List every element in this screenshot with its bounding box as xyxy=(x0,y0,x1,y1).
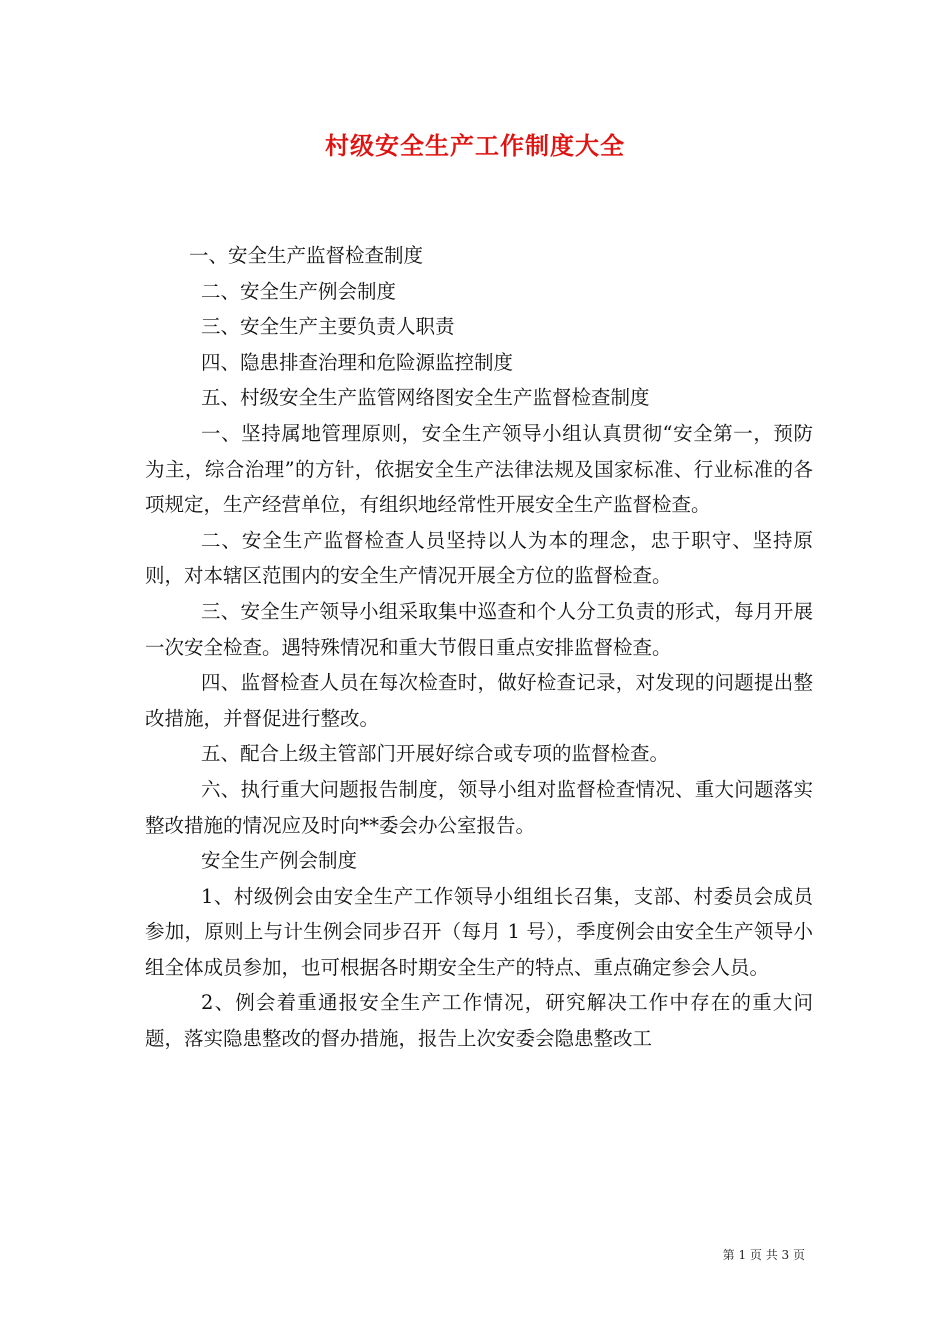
body-paragraph: 2、例会着重通报安全生产工作情况，研究解决工作中存在的重大问题，落实隐患整改的督办措施，报告上次安委会隐患整改工 xyxy=(145,991,813,1051)
section-heading: 安全生产例会制度 xyxy=(201,849,358,873)
toc-item: 二、安全生产例会制度 xyxy=(201,279,397,303)
body-paragraph: 二、安全生产监督检查人员坚持以人为本的理念，忠于职守、坚持原则，对本辖区范围内的安全生产情况开展全方位的监督检查。 xyxy=(145,528,813,588)
body-paragraph: 一、坚持属地管理原则，安全生产领导小组认真贯彻“安全第一，预防为主，综合治理”的方针，依据安全生产法律法规及国家标准、行业标准的各项规定，生产经营单位，有组织地经常性开展安全生产监督检查。 xyxy=(145,421,813,517)
toc-item: 五、村级安全生产监管网络图安全生产监督检查制度 xyxy=(201,386,650,410)
body-paragraph: 六、执行重大问题报告制度，领导小组对监督检查情况、重大问题落实整改措施的情况应及时向**委会办公室报告。 xyxy=(145,777,813,837)
document-title: 村级安全生产工作制度大全 xyxy=(325,131,625,160)
body-paragraph: 三、安全生产领导小组采取集中巡查和个人分工负责的形式，每月开展一次安全检查。遇特殊情况和重大节假日重点安排监督检查。 xyxy=(145,599,813,659)
toc-item: 四、隐患排查治理和危险源监控制度 xyxy=(201,350,514,374)
document-body xyxy=(145,238,813,1057)
page-number: 第 1 页 共 3 页 xyxy=(722,1248,805,1262)
body-paragraph: 1、村级例会由安全生产工作领导小组组长召集，支部、村委员会成员参加，原则上与计生例会同步召开（每月 1 号），季度例会由安全生产领导小组全体成员参加，也可根据各时期安全生产的特点、重点确定参会人员。 xyxy=(145,884,813,979)
toc-item: 三、安全生产主要负责人职责 xyxy=(201,315,455,339)
toc-item: 一、安全生产监督检查制度 xyxy=(189,244,424,267)
body-paragraph: 五、配合上级主管部门开展好综合或专项的监督检查。 xyxy=(201,742,670,766)
body-paragraph: 四、监督检查人员在每次检查时，做好检查记录，对发现的问题提出整改措施，并督促进行整改。 xyxy=(145,671,813,730)
